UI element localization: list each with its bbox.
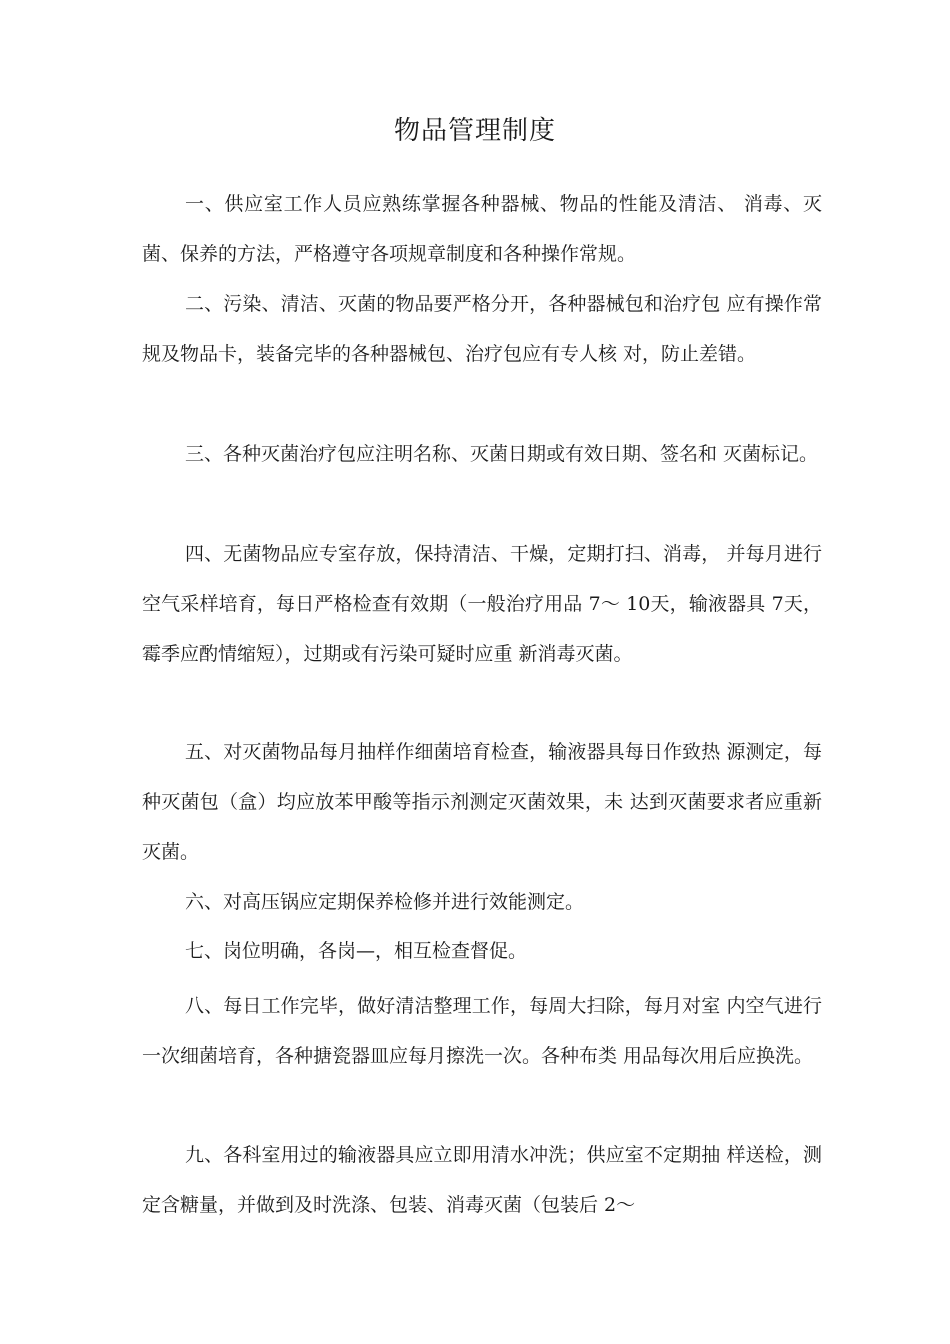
paragraph-9: 九、各科室用过的输液器具应立即用清水冲洗；供应室不定期抽 样送检，测定含糖量，并做到及时洗涤、包装、消毒灭菌（包装后 2〜 [142, 1144, 822, 1216]
paragraph-3: 三、各种灭菌治疗包应注明名称、灭菌日期或有效日期、签名和 灭菌标记。 [185, 443, 819, 465]
paragraph-1: 一、供应室工作人员应熟练掌握各种器械、物品的性能及清洁、 消毒、灭菌、保养的方法，严格遵守各项规章制度和各种操作常规。 [142, 193, 822, 265]
paragraph-7: 七、岗位明确，各岗—，相互检查督促。 [185, 940, 528, 962]
paragraph-4: 四、无菌物品应专室存放，保持清洁、干燥，定期打扫、消毒， 并每月进行空气采样培育，每日严格检查有效期（一般治疗用品 7〜 10天，输液器具 7天，霉季应酌情缩短），过期或有污染可疑时应重 新消毒灭菌。 [142, 543, 822, 665]
paragraph-8: 八、每日工作完毕，做好清洁整理工作，每周大扫除，每月对室 内空气进行一次细菌培育，各种搪瓷器皿应每月擦洗一次。各种布类 用品每次用后应换洗。 [142, 995, 822, 1067]
paragraph-6: 六、对高压锅应定期保养检修并进行效能测定。 [185, 891, 585, 913]
paragraph-5: 五、对灭菌物品每月抽样作细菌培育检查，输液器具每日作致热 源测定，每种灭菌包（盒）均应放苯甲酸等指示剂测定灭菌效果，未 达到灭菌要求者应重新灭菌。 [142, 741, 822, 863]
page-title: 物品管理制度 [393, 116, 556, 146]
paragraph-2: 二、污染、清洁、灭菌的物品要严格分开，各种器械包和治疗包 应有操作常规及物品卡，装备完毕的各种器械包、治疗包应有专人核 对，防止差错。 [142, 293, 822, 365]
